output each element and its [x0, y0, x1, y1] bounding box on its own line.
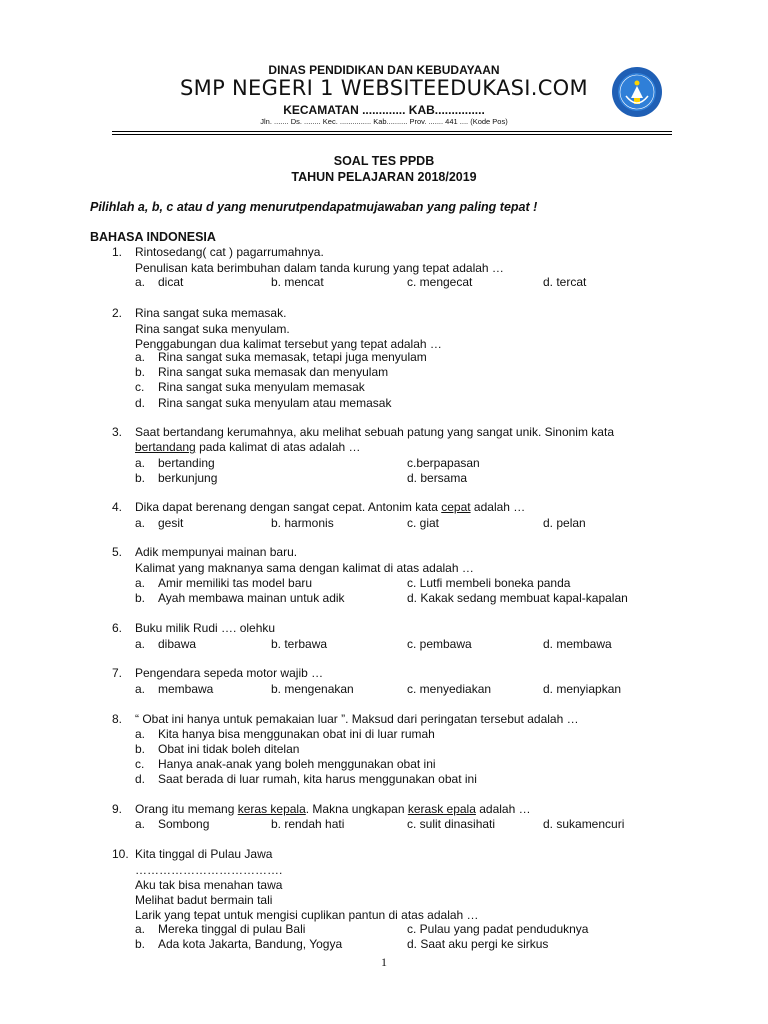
- option-b: b. harmonis: [271, 516, 334, 530]
- option-d: d. Saat aku pergi ke sirkus: [407, 937, 549, 951]
- option-b: b. mengenakan: [271, 682, 354, 696]
- question-text: Penggabungan dua kalimat tersebut yang tepat adalah …: [135, 337, 442, 351]
- option-letter: d.: [135, 396, 146, 410]
- option-a: Kita hanya bisa menggunakan obat ini di luar rumah: [158, 727, 435, 741]
- option-c: c. giat: [407, 516, 440, 530]
- option-letter: a.: [135, 922, 146, 936]
- option-b: Ada kota Jakarta, Bandung, Yogya: [158, 937, 343, 951]
- question-text: Kalimat yang maknanya sama dengan kalimat di atas adalah …: [135, 561, 474, 575]
- option-c: Rina sangat suka menyulam memasak: [158, 380, 365, 394]
- option-d: d. menyiapkan: [543, 682, 622, 696]
- question-number: 3.: [112, 425, 123, 439]
- underlined-word: kerask epala: [407, 802, 476, 816]
- option-b: b. terbawa: [271, 637, 328, 651]
- question-number: 8.: [112, 712, 123, 726]
- option-b: Rina sangat suka memasak dan menyulam: [158, 365, 389, 379]
- underlined-word: keras kepala: [237, 802, 306, 816]
- tut-wuri-handayani-logo-icon: [611, 66, 663, 118]
- option-letter: a.: [135, 516, 146, 530]
- option-c: c. Lutfi membeli boneka panda: [407, 576, 571, 590]
- question-number: 2.: [112, 306, 123, 320]
- question-number: 4.: [112, 500, 123, 514]
- option-c: c.berpapasan: [407, 456, 480, 470]
- address-line: Jln. ....... Ds. ........ Kec. ............... Kab.......... Prov. ....... 441 .... (Kode Pos): [260, 117, 508, 126]
- option-d: Rina sangat suka menyulam atau memasak: [158, 396, 392, 410]
- underlined-word: bertandang: [135, 440, 196, 454]
- option-b: Obat ini tidak boleh ditelan: [158, 742, 300, 756]
- option-b: b. rendah hati: [271, 817, 345, 831]
- option-a: Rina sangat suka memasak, tetapi juga menyulam: [158, 350, 427, 364]
- option-letter: b.: [135, 742, 146, 756]
- option-d: d. pelan: [543, 516, 586, 530]
- option-letter: a.: [135, 576, 146, 590]
- question-text: Aku tak bisa menahan tawa: [135, 878, 283, 892]
- option-letter: a.: [135, 727, 146, 741]
- option-d: d. sukamencuri: [543, 817, 625, 831]
- question-text: Penulisan kata berimbuhan dalam tanda kurung yang tepat adalah …: [135, 261, 504, 275]
- option-a: Amir memiliki tas model baru: [158, 576, 313, 590]
- question-text: Larik yang tepat untuk mengisi cuplikan pantun di atas adalah …: [135, 908, 479, 922]
- exam-title: SOAL TES PPDB: [333, 154, 435, 168]
- option-letter: a.: [135, 456, 146, 470]
- question-text: Rintosedang( cat ) pagarrumahnya.: [135, 245, 324, 259]
- section-title: BAHASA INDONESIA: [90, 230, 216, 244]
- question-text: Kita tinggal di Pulau Jawa: [135, 847, 273, 861]
- option-b: Ayah membawa mainan untuk adik: [158, 591, 345, 605]
- question-text: bertandang pada kalimat di atas adalah …: [135, 440, 361, 454]
- option-letter: a.: [135, 275, 146, 289]
- option-d: d. Kakak sedang membuat kapal-kapalan: [407, 591, 628, 605]
- option-letter: b.: [135, 365, 146, 379]
- option-letter: a.: [135, 350, 146, 364]
- option-a: gesit: [158, 516, 184, 530]
- question-text: Melihat badut bermain tali: [135, 893, 273, 907]
- school-name: SMP NEGERI 1 WEBSITEEDUKASI.COM: [180, 76, 588, 100]
- agency-name: DINAS PENDIDIKAN DAN KEBUDAYAAN: [268, 63, 500, 77]
- option-letter: b.: [135, 471, 146, 485]
- option-d: d. tercat: [543, 275, 587, 289]
- question-text: Pengendara sepeda motor wajib …: [135, 666, 324, 680]
- question-number: 7.: [112, 666, 123, 680]
- option-letter: a.: [135, 817, 146, 831]
- question-number: 5.: [112, 545, 123, 559]
- option-c: c. sulit dinasihati: [407, 817, 496, 831]
- option-letter: a.: [135, 637, 146, 651]
- instruction: Pilihlah a, b, c atau d yang menurutpendapatmujawaban yang paling tepat !: [90, 200, 538, 214]
- option-a: dibawa: [158, 637, 197, 651]
- option-d: d. membawa: [543, 637, 612, 651]
- option-letter: a.: [135, 682, 146, 696]
- question-text: Rina sangat suka menyulam.: [135, 322, 290, 336]
- option-a: bertanding: [158, 456, 215, 470]
- option-b: b. mencat: [271, 275, 324, 289]
- header-rule-thin: [112, 134, 672, 135]
- option-a: Sombong: [158, 817, 210, 831]
- option-letter: b.: [135, 937, 146, 951]
- question-number: 1.: [112, 245, 123, 259]
- question-number: 9.: [112, 802, 123, 816]
- option-letter: b.: [135, 591, 146, 605]
- option-b: berkunjung: [158, 471, 218, 485]
- underlined-word: cepat: [441, 500, 471, 514]
- option-letter: c.: [135, 380, 145, 394]
- option-d: Saat berada di luar rumah, kita harus menggunakan obat ini: [158, 772, 477, 786]
- option-c: c. Pulau yang padat penduduknya: [407, 922, 589, 936]
- question-text: ……………………………….: [135, 863, 283, 877]
- option-a: Mereka tinggal di pulau Bali: [158, 922, 306, 936]
- question-text: “ Obat ini hanya untuk pemakaian luar ”. Maksud dari peringatan tersebut adalah …: [135, 712, 579, 726]
- question-text: Adik mempunyai mainan baru.: [135, 545, 298, 559]
- option-letter: c.: [135, 757, 145, 771]
- option-c: Hanya anak-anak yang boleh menggunakan obat ini: [158, 757, 436, 771]
- option-a: membawa: [158, 682, 214, 696]
- option-a: dicat: [158, 275, 184, 289]
- exam-year: TAHUN PELAJARAN 2018/2019: [291, 170, 477, 184]
- header-rule-thick: [112, 131, 672, 132]
- district-line: KECAMATAN ............. KAB...............: [283, 103, 485, 117]
- question-text: Saat bertandang kerumahnya, aku melihat sebuah patung yang sangat unik. Sinonim kata: [135, 425, 614, 439]
- page-number: 1: [381, 955, 387, 969]
- question-text: Buku milik Rudi …. olehku: [135, 621, 276, 635]
- option-c: c. pembawa: [407, 637, 472, 651]
- question-text: Orang itu memang keras kepala. Makna ungkapan kerask epala adalah …: [135, 802, 531, 816]
- option-d: d. bersama: [407, 471, 468, 485]
- question-text: Rina sangat suka memasak.: [135, 306, 287, 320]
- option-c: c. mengecat: [407, 275, 473, 289]
- question-text: Dika dapat berenang dengan sangat cepat. Antonim kata cepat adalah …: [135, 500, 526, 514]
- option-letter: d.: [135, 772, 146, 786]
- question-number: 10.: [112, 847, 129, 861]
- question-number: 6.: [112, 621, 123, 635]
- option-c: c. menyediakan: [407, 682, 492, 696]
